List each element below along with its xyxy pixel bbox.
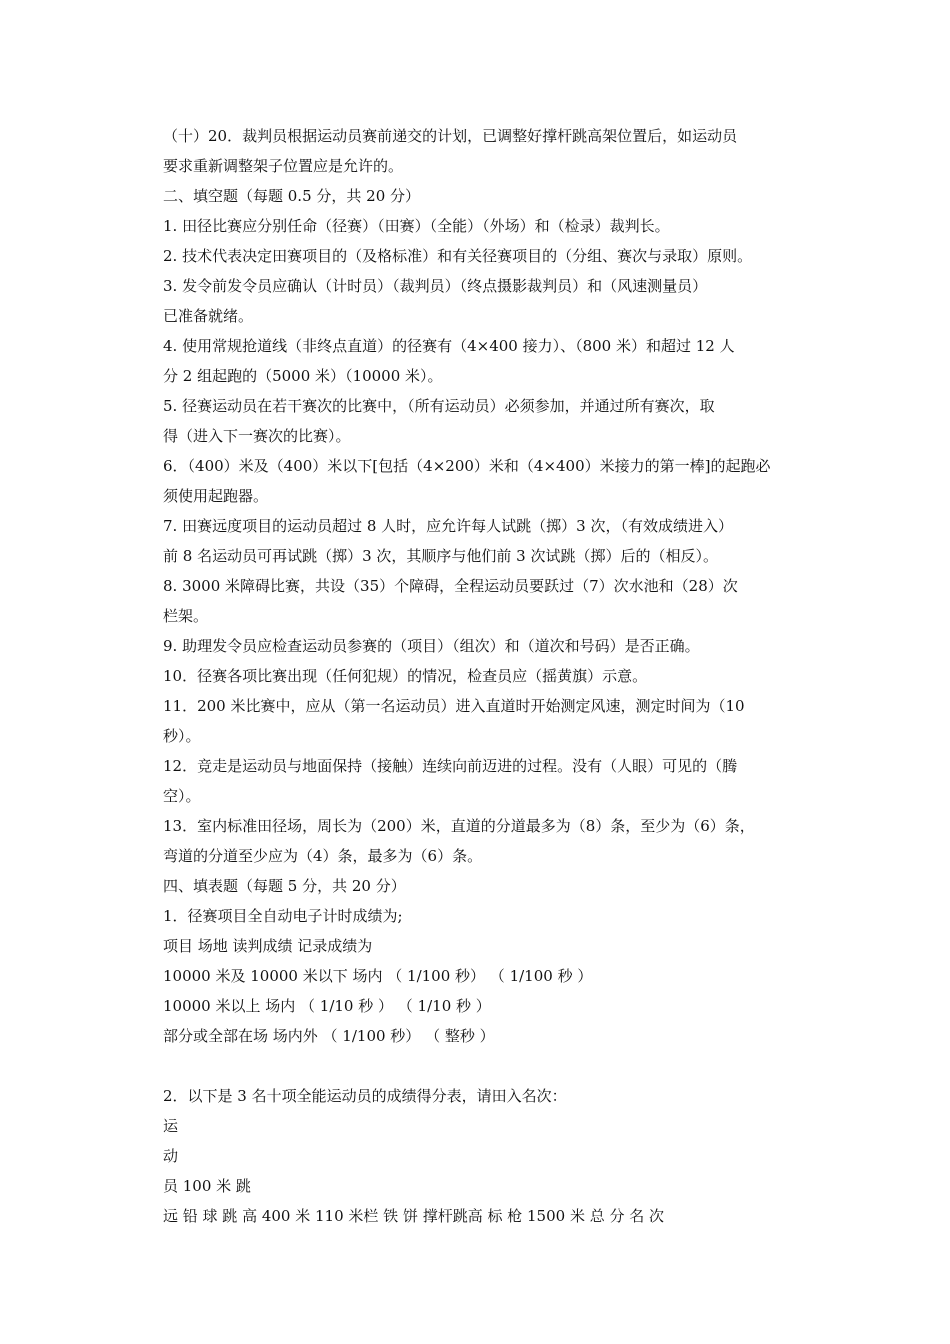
text-line: 1. 田径比赛应分别任命（径赛）（田赛）（全能）（外场）和（检录）裁判长。 <box>163 217 670 235</box>
text-line: 秒）。 <box>163 727 201 745</box>
document-page <box>163 121 813 1231</box>
text-line: 得（进入下一赛次的比赛）。 <box>163 427 351 445</box>
text-line: 5. 径赛运动员在若干赛次的比赛中，（所有运动员）必须参加，并通过所有赛次，取 <box>163 397 715 415</box>
text-line: 1．径赛项目全自动电子计时成绩为; <box>163 907 403 925</box>
text-line: 空）。 <box>163 787 201 805</box>
text-line: 4. 使用常规抢道线（非终点直道）的径赛有（4×400 接力）、（800 米）和超过 12 人 <box>163 337 735 355</box>
text-line: 分 2 组起跑的（5000 米）（10000 米）。 <box>163 367 443 385</box>
text-line: 员 100 米 跳 <box>163 1177 251 1195</box>
section-heading: 四、填表题（每题 5 分，共 20 分） <box>163 877 406 895</box>
section-heading: 二、填空题（每题 0.5 分，共 20 分） <box>163 187 421 205</box>
text-line: 2．以下是 3 名十项全能运动员的成绩得分表，请田入名次： <box>163 1087 567 1105</box>
text-line: 10．径赛各项比赛出现（任何犯规）的情况，检查员应（摇黄旗）示意。 <box>163 667 648 685</box>
text-line: 弯道的分道至少应为（4）条，最多为（6）条。 <box>163 847 483 865</box>
text-line: 9. 助理发令员应检查运动员参赛的（项目）（组次）和（道次和号码）是否正确。 <box>163 637 700 655</box>
text-line: 要求重新调整架子位置应是允许的。 <box>163 157 404 175</box>
text-line: 动 <box>163 1147 179 1165</box>
text-line: 2. 技术代表决定田赛项目的（及格标准）和有关径赛项目的（分组、赛次与录取）原则。 <box>163 247 753 265</box>
text-line: 13．室内标准田径场，周长为（200）米，直道的分道最多为（8）条，至少为（6）条， <box>163 817 755 835</box>
text-line: 远 铅 球 跳 高 400 米 110 米栏 铁 饼 撑杆跳高 标 枪 1500 米 总 分 名 次 <box>163 1207 665 1225</box>
text-line: 栏架。 <box>163 607 209 625</box>
text-line: 3. 发令前发令员应确认（计时员）（裁判员）（终点摄影裁判员）和（风速测量员） <box>163 277 708 295</box>
text-line: 7. 田赛远度项目的运动员超过 8 人时，应允许每人试跳（掷）3 次，（有效成绩进入） <box>163 517 733 535</box>
text-line: 11．200 米比赛中，应从（第一名运动员）进入直道时开始测定风速，测定时间为（10 <box>163 697 745 715</box>
text-line: 12．竞走是运动员与地面保持（接触）连续向前迈进的过程。没有（人眼）可见的（腾 <box>163 757 738 775</box>
table-row-line: 部分或全部在场 场内外 （ 1/100 秒） （ 整秒 ） <box>163 1027 495 1045</box>
text-line: 前 8 名运动员可再试跳（掷）3 次，其顺序与他们前 3 次试跳（掷）后的（相反）。 <box>163 547 718 565</box>
text-line: 已准备就绪。 <box>163 307 254 325</box>
table-row-line: 10000 米以上 场内 （ 1/10 秒 ） （ 1/10 秒 ） <box>163 997 491 1015</box>
table-header-line: 项目 场地 读判成绩 记录成绩为 <box>163 937 373 955</box>
text-line: 8. 3000 米障碍比赛，共设（35）个障碍，全程运动员要跃过（7）次水池和（28）次 <box>163 577 738 595</box>
table-row-line: 10000 米及 10000 米以下 场内 （ 1/100 秒） （ 1/100 秒 ） <box>163 967 593 985</box>
blank-line <box>163 1051 813 1081</box>
text-line: （十）20．裁判员根据运动员赛前递交的计划，已调整好撑杆跳高架位置后，如运动员 <box>163 127 738 145</box>
text-line: 6．（400）米及（400）米以下[包括（4×200）米和（4×400）米接力的第一棒]的起跑必 <box>163 457 771 475</box>
text-line: 须使用起跑器。 <box>163 487 269 505</box>
text-line: 运 <box>163 1117 179 1135</box>
